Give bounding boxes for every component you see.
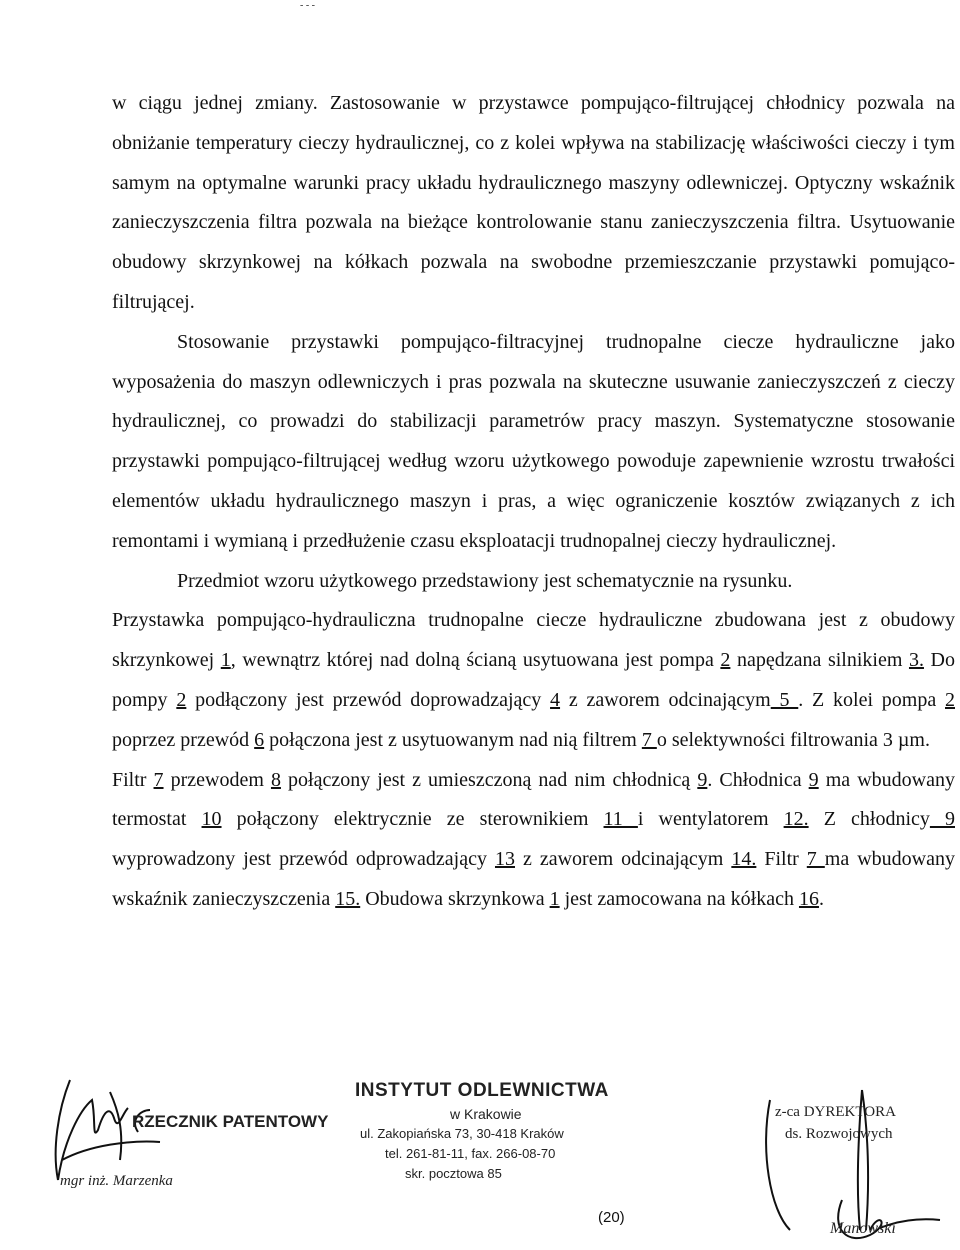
reference-numeral: 2 [720, 649, 731, 672]
paragraph [112, 601, 955, 760]
institute-name: INSTYTUT ODLEWNICTWA [355, 1080, 609, 1101]
stamp-right-department: ds. Rozwojowych [785, 1126, 893, 1142]
document-body [112, 84, 955, 920]
reference-numeral: 1 [549, 887, 560, 910]
reference-numeral: 14. [731, 848, 757, 871]
reference-numeral: 4 [550, 688, 561, 711]
text-run: napędzana silnikiem [730, 649, 909, 672]
text-run: przewodem [163, 768, 271, 791]
reference-numeral: 2 [176, 688, 187, 711]
reference-numeral: 2 [945, 688, 955, 711]
reference-numeral: 7 [153, 768, 164, 791]
reference-numeral: 15. [335, 887, 361, 910]
text-run: , wewnątrz której nad dolną ścianą usytuowana jest pompa [230, 649, 721, 672]
stamp-right-title: z-ca DYREKTORA [775, 1104, 896, 1120]
text-run: połączony elektrycznie ze sterownikiem [221, 808, 604, 831]
text-run: połączony jest z umieszczoną nad nim chłodnicą [280, 768, 698, 791]
text-run: . Z kolei pompa [798, 688, 945, 711]
text-run: Obudowa skrzynkowa [360, 887, 550, 910]
reference-numeral: 16 [798, 887, 819, 910]
reference-numeral: 9 [697, 768, 708, 791]
stamp-left-name: mgr inż. Marzenka [60, 1173, 173, 1189]
institute-address: ul. Zakopiańska 73, 30-418 Kraków [360, 1126, 564, 1141]
reference-numeral: 12. [783, 808, 809, 831]
reference-numeral: 3. [908, 649, 924, 672]
reference-numeral: 10 [201, 808, 222, 831]
text-run: z zaworem odcinającym [560, 688, 771, 711]
text-run: . Chłodnica [707, 768, 809, 791]
text-run: Przedmiot wzoru użytkowego przedstawiony jest schematycznie na rysunku. [177, 569, 793, 592]
institute-phone: tel. 261-81-11, fax. 266-08-70 [385, 1146, 556, 1161]
text-run: i wentylatorem [637, 808, 784, 831]
institute-city: w Krakowie [450, 1106, 522, 1122]
text-run: Stosowanie przystawki pompująco-filtracyjnej trudnopalne ciecze hydrauliczne jako wyposażenia do maszyn odlewniczych i pras pozwala na skuteczne usuwanie zanieczyszczeń z cieczy hydraulicznej, co prowadzi do stabilizacji parametrów pracy maszyn. Systematyczne stosowanie przystawki pompująco-filtrującej według wzoru użytkowego powoduje zapewnienie wzrostu trwałości elementów układu hydraulicznego maszyn i pras, a więc ograniczenie kosztów związanych z ich remontami i wymianą i przedłużenie czasu eksploatacji trudnopalnej cieczy hydraulicznej. [112, 330, 955, 552]
reference-numeral: 11 [603, 808, 638, 831]
text-run: połączona jest z usytuowanym nad nią filtrem [264, 728, 642, 751]
reference-numeral: 7 [806, 848, 825, 871]
text-run: Filtr [112, 768, 154, 791]
institute-pobox: skr. pocztowa 85 [405, 1166, 502, 1181]
reference-numeral: 7 [641, 728, 657, 751]
text-run: Filtr [756, 848, 807, 871]
patent-attorney-stamp [0, 1070, 329, 1220]
reference-numeral: 1 [220, 649, 231, 672]
text-run: podłączony jest przewód doprowadzający [186, 688, 551, 711]
text-run: Przystawka pompująco-hydrauliczna trudnopalne ciecze hydrauliczne zbudowana jest z obudowy skrzynkowej [112, 609, 955, 672]
text-run: ma wbudowany wskaźnik zanieczyszczenia [112, 848, 955, 910]
text-run: o selektywności filtrowania 3 µm. [656, 728, 930, 751]
text-run: wyprowadzony jest przewód odprowadzający [112, 848, 495, 871]
paragraph [112, 761, 955, 920]
text-run: jest zamocowana na kółkach [559, 887, 799, 910]
scan-mark: - - - [300, 0, 315, 11]
text-run: Do pompy [112, 649, 955, 711]
reference-numeral: 13 [494, 848, 515, 871]
text-run: z zaworem odcinającym [514, 848, 732, 871]
reference-numeral: 5 [770, 688, 799, 711]
paragraph [112, 84, 955, 323]
text-run: ma wbudowany termostat [112, 768, 955, 831]
reference-numeral: 9 [929, 808, 955, 831]
stamp-right-name: Manowski [830, 1220, 896, 1237]
stamp-left-title: RZECZNIK PATENTOWY [132, 1112, 329, 1131]
director-stamp [730, 1080, 955, 1250]
text-run: w ciągu jednej zmiany. Zastosowanie w przystawce pompująco-filtrującej chłodnicy pozwala na obniżanie temperatury cieczy hydraulicznej, co z kolei wpływa na stabilizację właściwości cieczy i tym samym na optymalne warunki pracy układu hydraulicznego maszyny odlewniczej. Optyczny wskaźnik zanieczyszczenia filtra pozwala na bieżące kontrolowanie stanu zanieczyszczenia filtra. Usytuowanie obudowy skrzynkowej na kółkach pozwala na swobodne przemieszczanie przystawki pomująco-filtrującej. [112, 92, 955, 313]
signature-left-icon [0, 1070, 280, 1220]
reference-numeral: 8 [270, 768, 281, 791]
text-run: Z chłodnicy [808, 808, 930, 831]
paragraph [112, 562, 955, 602]
reference-numeral: 9 [808, 768, 819, 791]
reference-numeral: 6 [254, 728, 265, 751]
text-run: . [818, 887, 824, 910]
text-run: poprzez przewód [112, 728, 255, 751]
paragraph [112, 323, 955, 562]
page-number: (20) [598, 1209, 625, 1226]
institute-stamp [355, 1080, 675, 1230]
